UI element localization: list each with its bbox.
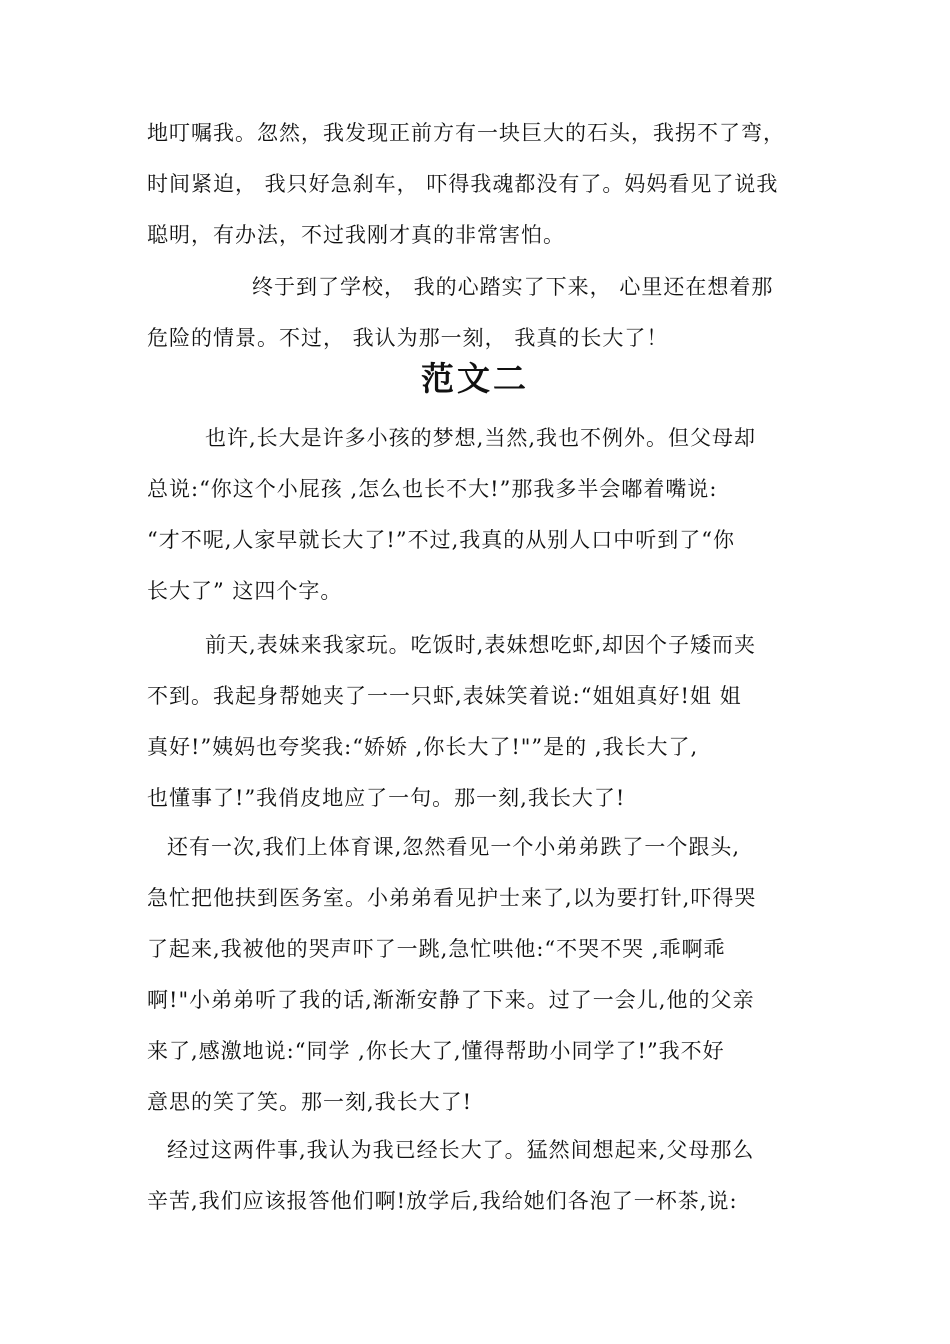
text-line: 来了,感激地说:“同学 ,你长大了,懂得帮助小同学了!”我不好 bbox=[147, 1039, 725, 1063]
text-line: 危险的情景。不过， 我认为那一刻， 我真的长大了！ bbox=[147, 326, 669, 350]
section-title: 范文二 bbox=[421, 359, 529, 398]
text-line: 急忙把他扶到医务室。小弟弟看见护士来了,以为要打针,吓得哭 bbox=[147, 886, 757, 910]
text-line: 长大了” 这四个字。 bbox=[147, 579, 343, 603]
text-line: 了起来,我被他的哭声吓了一跳,急忙哄他:“不哭不哭 ,乖啊乖 bbox=[147, 937, 726, 961]
text-line: 聪明，有办法，不过我刚才真的非常害怕。 bbox=[147, 223, 565, 247]
text-line: “才不呢,人家早就长大了!”不过,我真的从别人口中听到了“你 bbox=[147, 528, 735, 552]
paragraph-1 bbox=[147, 413, 807, 617]
text-line: 还有一次,我们上体育课,忽然看见一个小弟弟跌了一个跟头, bbox=[167, 835, 741, 859]
paragraph-3 bbox=[147, 822, 807, 1128]
text-line: 前天,表妹来我家玩。吃饭时,表妹想吃虾,却因个子矮而夹 bbox=[205, 633, 757, 657]
text-line: 地叮嘱我。忽然，我发现正前方有一块巨大的石头，我拐不了弯， bbox=[147, 121, 785, 145]
text-line: 时间紧迫， 我只好急刹车， 吓得我魂都没有了。妈妈看见了说我 bbox=[147, 172, 779, 196]
text-line: 经过这两件事,我认为我已经长大了。猛然间想起来,父母那么 bbox=[167, 1138, 755, 1162]
paragraph-continued bbox=[147, 108, 807, 261]
text-line: 也懂事了!”我俏皮地应了一句。那一刻,我长大了! bbox=[147, 786, 626, 810]
paragraph-2 bbox=[147, 620, 807, 824]
text-line: 不到。我起身帮她夹了一一只虾,表妹笑着说:“姐姐真好!姐 姐 bbox=[147, 684, 742, 708]
paragraph-4 bbox=[147, 1125, 807, 1227]
text-line: 总说:“你这个小屁孩 ,怎么也长不大!”那我多半会嘟着嘴说: bbox=[147, 477, 718, 501]
text-line: 辛苦,我们应该报答他们啊!放学后,我给她们各泡了一杯茶,说: bbox=[147, 1189, 738, 1213]
text-line: 啊!"小弟弟听了我的话,渐渐安静了下来。过了一会儿,他的父亲 bbox=[147, 988, 755, 1012]
text-line: 意思的笑了笑。那一刻,我长大了! bbox=[147, 1090, 473, 1114]
text-line: 终于到了学校， 我的心踏实了下来， 心里还在想着那 bbox=[252, 275, 774, 299]
text-line: 真好!”姨妈也夸奖我:“娇娇 ,你长大了!"”是的 ,我长大了, bbox=[147, 735, 699, 759]
paragraph-conclusion bbox=[147, 262, 807, 364]
text-line: 也许,长大是许多小孩的梦想,当然,我也不例外。但父母却 bbox=[205, 426, 757, 450]
